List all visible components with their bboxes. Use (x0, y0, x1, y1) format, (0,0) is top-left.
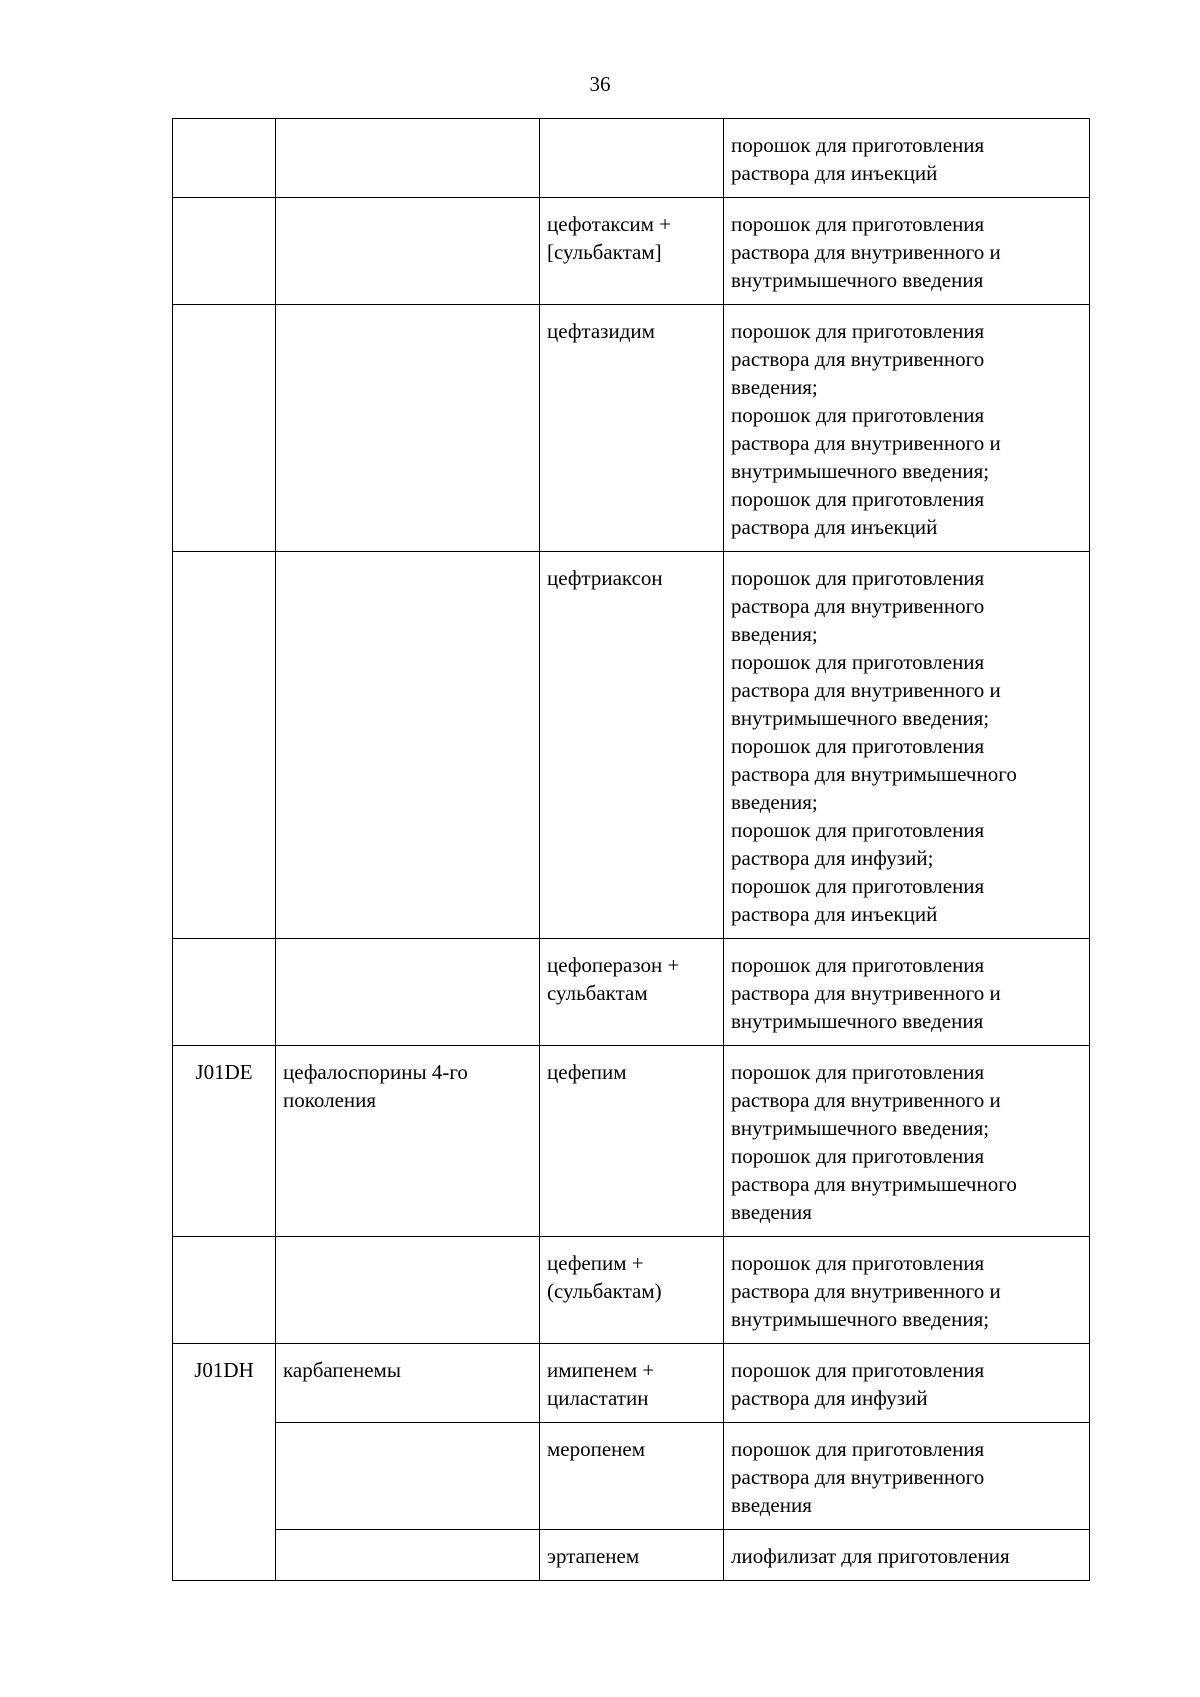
table-row (173, 1237, 1090, 1344)
group-cell (276, 119, 540, 198)
group-cell (276, 1237, 540, 1344)
table-row (173, 552, 1090, 939)
drug-name-cell: имипенем + циластатин (540, 1344, 724, 1423)
table-row (173, 1423, 1090, 1530)
dosage-form-cell: порошок для приготовления раствора для внутривенного введения (724, 1423, 1090, 1530)
table-row (173, 198, 1090, 305)
table-row (173, 1046, 1090, 1237)
drug-name-cell (540, 119, 724, 198)
group-cell (276, 1423, 540, 1530)
drug-name-cell: эртапенем (540, 1530, 724, 1581)
group-cell: карбапенемы (276, 1344, 540, 1423)
dosage-form-cell: порошок для приготовления раствора для внутривенного и внутримышечного введения; порошок для приготовления раствора для внутримышечного введения (724, 1046, 1090, 1237)
dosage-form-cell: порошок для приготовления раствора для внутривенного и внутримышечного введения (724, 939, 1090, 1046)
table-row (173, 305, 1090, 552)
table-row (173, 939, 1090, 1046)
drug-name-cell: цефепим + (сульбактам) (540, 1237, 724, 1344)
dosage-form-cell: порошок для приготовления раствора для внутривенного и внутримышечного введения; (724, 1237, 1090, 1344)
group-cell: цефалоспорины 4-го поколения (276, 1046, 540, 1237)
atc-code-cell (173, 305, 276, 552)
table-row (173, 1344, 1090, 1423)
atc-code-cell (173, 552, 276, 939)
group-cell (276, 1530, 540, 1581)
drug-name-cell: цефотаксим + [сульбактам] (540, 198, 724, 305)
atc-code-cell: J01DH (173, 1344, 276, 1581)
group-cell (276, 552, 540, 939)
atc-code-cell (173, 198, 276, 305)
group-cell (276, 939, 540, 1046)
dosage-form-cell: порошок для приготовления раствора для внутривенного введения; порошок для приготовления раствора для внутривенного и внутримышечного введения; порошок для приготовления раствора для инъекций (724, 305, 1090, 552)
table-row (173, 1530, 1090, 1581)
drug-name-cell: меропенем (540, 1423, 724, 1530)
drug-table (172, 118, 1090, 1581)
dosage-form-cell: порошок для приготовления раствора для внутривенного и внутримышечного введения (724, 198, 1090, 305)
drug-name-cell: цефтазидим (540, 305, 724, 552)
dosage-form-cell: порошок для приготовления раствора для внутривенного введения; порошок для приготовления раствора для внутривенного и внутримышечного введения; порошок для приготовления раствора для внутримышечного введения; порошок для приготовления раствора для инфузий; порошок для приготовления раствора для инъекций (724, 552, 1090, 939)
drug-name-cell: цефоперазон + сульбактам (540, 939, 724, 1046)
group-cell (276, 305, 540, 552)
dosage-form-cell: порошок для приготовления раствора для инъекций (724, 119, 1090, 198)
dosage-form-cell: порошок для приготовления раствора для инфузий (724, 1344, 1090, 1423)
atc-code-cell: J01DE (173, 1046, 276, 1237)
drug-name-cell: цефепим (540, 1046, 724, 1237)
drug-name-cell: цефтриаксон (540, 552, 724, 939)
table-row (173, 119, 1090, 198)
page-number: 36 (589, 72, 611, 96)
dosage-form-cell: лиофилизат для приготовления (724, 1530, 1090, 1581)
group-cell (276, 198, 540, 305)
atc-code-cell (173, 119, 276, 198)
atc-code-cell (173, 1237, 276, 1344)
atc-code-cell (173, 939, 276, 1046)
